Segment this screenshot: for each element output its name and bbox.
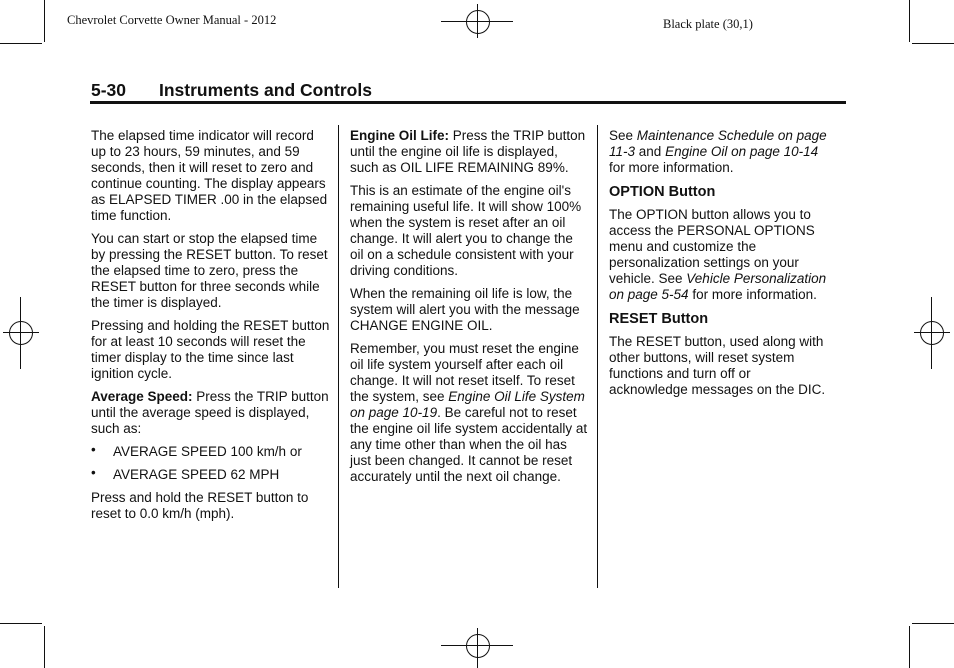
crop-mark	[44, 626, 45, 668]
crop-mark	[0, 43, 42, 44]
cross-reference: Vehicle Personalization on page 5‑54	[609, 271, 827, 302]
crop-mark	[912, 43, 954, 44]
crop-mark	[909, 626, 910, 668]
paragraph: Average Speed: Press the TRIP button until the average speed is displayed, such as:	[91, 389, 329, 436]
list-item: • AVERAGE SPEED 100 km/h or	[91, 442, 302, 459]
paragraph: Engine Oil Life: Press the TRIP button until the engine oil life is displayed, such as OIL LIFE REMAINING 89%.	[350, 128, 586, 175]
cross-reference: Maintenance Schedule on page 11‑3	[609, 128, 827, 159]
subheading-reset-button: RESET Button	[609, 311, 709, 327]
bullet-list	[91, 444, 331, 483]
bullet-icon: •	[91, 442, 96, 457]
crop-mark	[912, 623, 954, 624]
bullet-icon: •	[91, 465, 96, 480]
cross-reference: Engine Oil on page 10‑14	[665, 144, 819, 159]
column-2	[350, 128, 588, 492]
crop-mark	[44, 0, 45, 42]
manual-title: Chevrolet Corvette Owner Manual - 2012	[67, 13, 277, 27]
run-in-heading: Average Speed:	[91, 389, 193, 404]
paragraph: Pressing and holding the RESET button for at least 10 seconds will reset the timer display to the time since last ignition cycle.	[91, 318, 330, 381]
subheading-option-button: OPTION Button	[609, 184, 716, 200]
paragraph: See Maintenance Schedule on page 11‑3 and Engine Oil on page 10‑14 for more information.	[609, 128, 827, 175]
list-item: • AVERAGE SPEED 62 MPH	[91, 465, 280, 482]
section-title: Instruments and Controls	[159, 80, 372, 100]
paragraph: This is an estimate of the engine oil's remaining useful life. It will show 100% when the system is reset after an oil change. It will alert you to change the oil on a schedule consistent with your driving conditions.	[350, 183, 582, 278]
crop-mark	[0, 623, 42, 624]
paragraph: Remember, you must reset the engine oil life system yourself after each oil change. It will not reset itself. To reset the system, see Engine Oil Life System on page 10‑19. Be careful not to reset the engine oil life system accidentally at any time other than when the oil has just been changed. It cannot be reset accurately until the next oil change.	[350, 341, 588, 484]
column-divider	[338, 125, 339, 588]
page-number: 5-30	[91, 80, 127, 100]
paragraph: Press and hold the RESET button to reset to 0.0 km/h (mph).	[91, 490, 309, 521]
section-heading	[91, 80, 372, 101]
run-in-heading: Engine Oil Life:	[350, 128, 450, 143]
paragraph: The RESET button, used along with other buttons, will reset system functions and turn off or acknowledge messages on the DIC.	[609, 334, 826, 397]
column-divider	[597, 125, 598, 588]
paragraph: The elapsed time indicator will record up to 23 hours, 59 minutes, and 59 seconds, then it will reset to zero and continue counting. The display appears as ELAPSED TIMER .00 in the elapsed time function.	[91, 128, 328, 223]
heading-rule	[90, 101, 846, 104]
cross-reference: Engine Oil Life System on page 10‑19	[350, 389, 585, 420]
plate-label: Black plate (30,1)	[663, 17, 753, 31]
column-1	[91, 128, 331, 529]
crop-mark	[909, 0, 910, 42]
paragraph: The OPTION button allows you to access the PERSONAL OPTIONS menu and customize the personalization settings on your vehicle. See Vehicle Personalization on page 5‑54 for more information.	[609, 207, 827, 302]
column-3	[609, 128, 831, 405]
paragraph: You can start or stop the elapsed time by pressing the RESET button. To reset the elapsed time to zero, press the RESET button for three seconds while the timer is displayed.	[91, 231, 328, 310]
paragraph: When the remaining oil life is low, the system will alert you with the message CHANGE ENGINE OIL.	[350, 286, 580, 333]
